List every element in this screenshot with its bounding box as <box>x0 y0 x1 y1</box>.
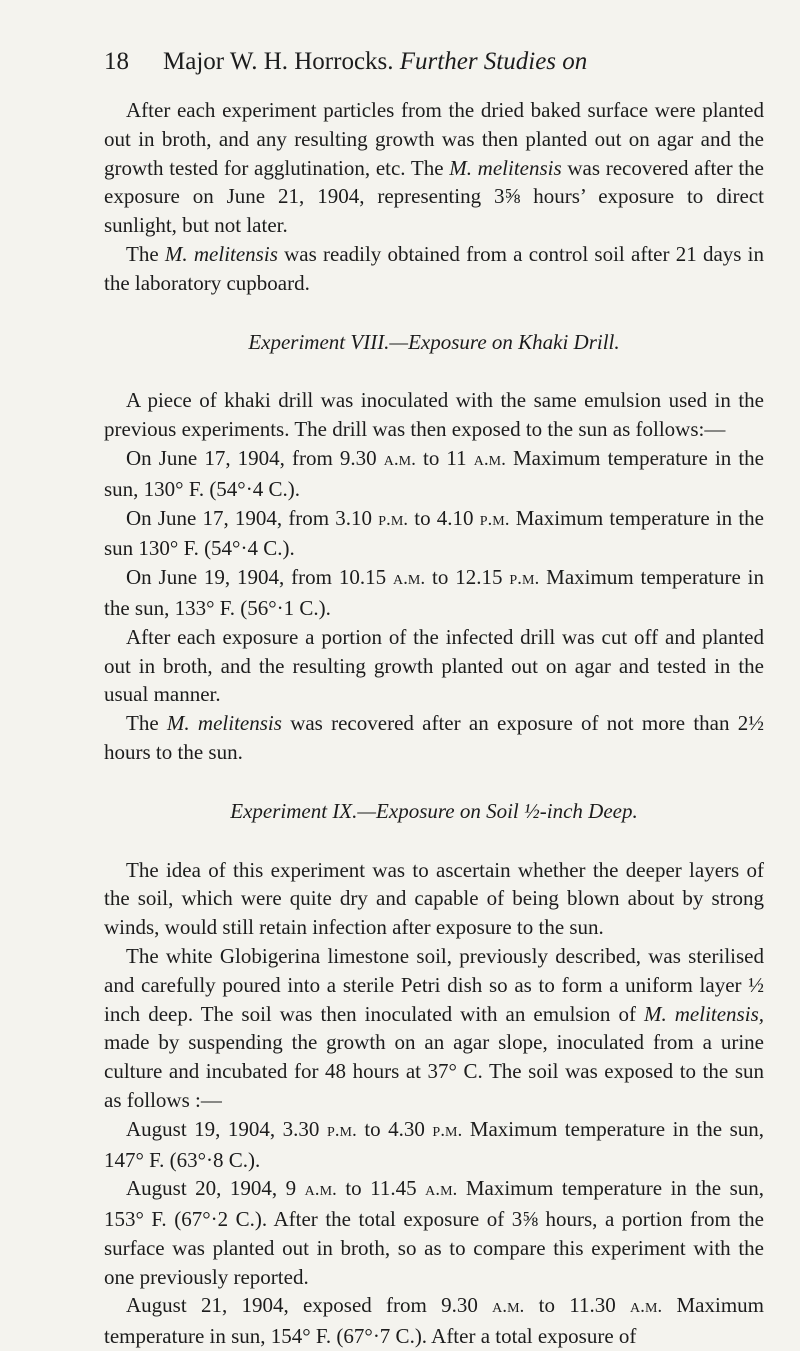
text-run: The <box>126 711 167 736</box>
page-number: 18 <box>104 48 129 75</box>
paragraph <box>104 96 764 240</box>
paragraph <box>104 1115 764 1175</box>
text-run: August 21, 1904, exposed from 9.30 <box>126 1293 493 1318</box>
text-run: On June 17, 1904, from 3.10 <box>126 505 379 530</box>
running-head <box>104 48 760 76</box>
time-abbrev: a.m. <box>473 448 506 470</box>
text-run: to 4.30 <box>356 1116 433 1141</box>
text-run: Maximum temperature in sun, 154° F. (67°·7 C.). After a total exposure of <box>104 1293 764 1349</box>
text-run: was recovered after the exposure on June 21, 1904, representing 3⅝ hours’ exposure to direct sunlight, but not later. <box>104 155 764 238</box>
paragraph <box>104 1291 764 1351</box>
text-run: was recovered after an exposure of not more than 2½ hours to the sun. <box>104 711 764 764</box>
text-run: was readily obtained from a control soil after 21 days in the laboratory cupboard. <box>104 241 765 295</box>
text-run: On June 17, 1904, from 9.30 <box>126 445 384 470</box>
text-run: made by suspending the growth on an agar slope, inoculated from a urine culture and incubated for 48 hours at 37° C. The soil was exposed to the sun as follows :— <box>104 1030 764 1112</box>
section-heading-experiment-9: Experiment IX.—Exposure on Soil ½-inch Deep. <box>230 798 638 823</box>
text-run: Maximum temperature in the sun, 133° F. (56°·1 C.). <box>104 565 764 620</box>
body-text <box>104 96 764 1351</box>
text-run: The <box>126 241 165 266</box>
text-run: The white Globigerina limestone soil, previously described, was sterilised and carefully poured into a sterile Petri dish so as to form a uniform layer ½ inch deep. The soil was then inoculated with an emulsion of <box>104 943 764 1026</box>
text-run: Maximum temperature in the sun, 130° F. (54°·4 C.). <box>104 445 765 501</box>
paragraph <box>104 444 764 504</box>
text-run: to 11.45 <box>336 1176 426 1201</box>
species-name: M. melitensis <box>166 711 282 736</box>
time-abbrev: a.m. <box>392 568 426 590</box>
time-abbrev: p.m. <box>479 508 510 530</box>
time-abbrev: a.m. <box>304 1179 337 1201</box>
text-run: On June 19, 1904, from 10.15 <box>126 565 393 590</box>
paragraph: After each exposure a portion of the infected drill was cut off and planted out in broth, and the resulting growth planted out on agar and tested in the usual manner. <box>104 624 764 707</box>
time-abbrev: a.m. <box>425 1179 458 1201</box>
paragraph <box>104 504 764 564</box>
time-abbrev: p.m. <box>509 568 540 590</box>
time-abbrev: a.m. <box>492 1296 525 1318</box>
text-run: After each experiment particles from the dried baked surface were planted out in broth, and any resulting growth was then planted out on agar and the growth tested for agglutination, etc. The <box>104 98 764 180</box>
species-name: M. melitensis, <box>643 1001 764 1026</box>
section-heading-experiment-8: Experiment VIII.—Exposure on Khaki Drill. <box>248 329 620 354</box>
species-name: M. melitensis <box>164 241 278 266</box>
time-abbrev: p.m. <box>432 1119 463 1141</box>
species-name: M. melitensis <box>449 155 562 180</box>
text-run: Maximum temperature in the sun, 153° F. (67°·2 C.). After the total exposure of 3⅝ hours, a portion from the surface was planted out in broth, so as to compare this experiment with the one previously reported. <box>104 1176 764 1289</box>
text-run: August 20, 1904, 9 <box>126 1176 305 1201</box>
text-run: Maximum temperature in the sun, 147° F. (63°·8 C.). <box>104 1116 764 1172</box>
paragraph <box>104 240 764 298</box>
text-run: to 12.15 <box>425 565 510 590</box>
time-abbrev: p.m. <box>326 1119 357 1141</box>
text-run: to 11 <box>415 445 474 470</box>
paragraph: The idea of this experiment was to ascertain whether the deeper layers of the soil, which were quite dry and capable of being blown about by strong winds, would still retain infection after exposure to the sun. <box>104 857 764 940</box>
running-head-author: Major W. H. Horrocks. <box>163 48 394 75</box>
text-run: to 4.10 <box>408 505 480 530</box>
text-run: August 19, 1904, 3.30 <box>126 1116 327 1141</box>
paragraph <box>104 709 764 767</box>
paragraph <box>104 942 764 1115</box>
text-run: to 11.30 <box>524 1293 631 1318</box>
running-head-title: Further Studies on <box>399 48 588 75</box>
time-abbrev: a.m. <box>630 1296 663 1318</box>
paragraph: A piece of khaki drill was inoculated with the same emulsion used in the previous experiments. The drill was then exposed to the sun as follows:— <box>104 388 764 442</box>
time-abbrev: p.m. <box>378 508 409 530</box>
text-run: Maximum temperature in the sun 130° F. (54°·4 C.). <box>104 505 764 561</box>
paragraph <box>104 563 764 623</box>
time-abbrev: a.m. <box>383 448 416 470</box>
paragraph <box>104 1174 764 1291</box>
